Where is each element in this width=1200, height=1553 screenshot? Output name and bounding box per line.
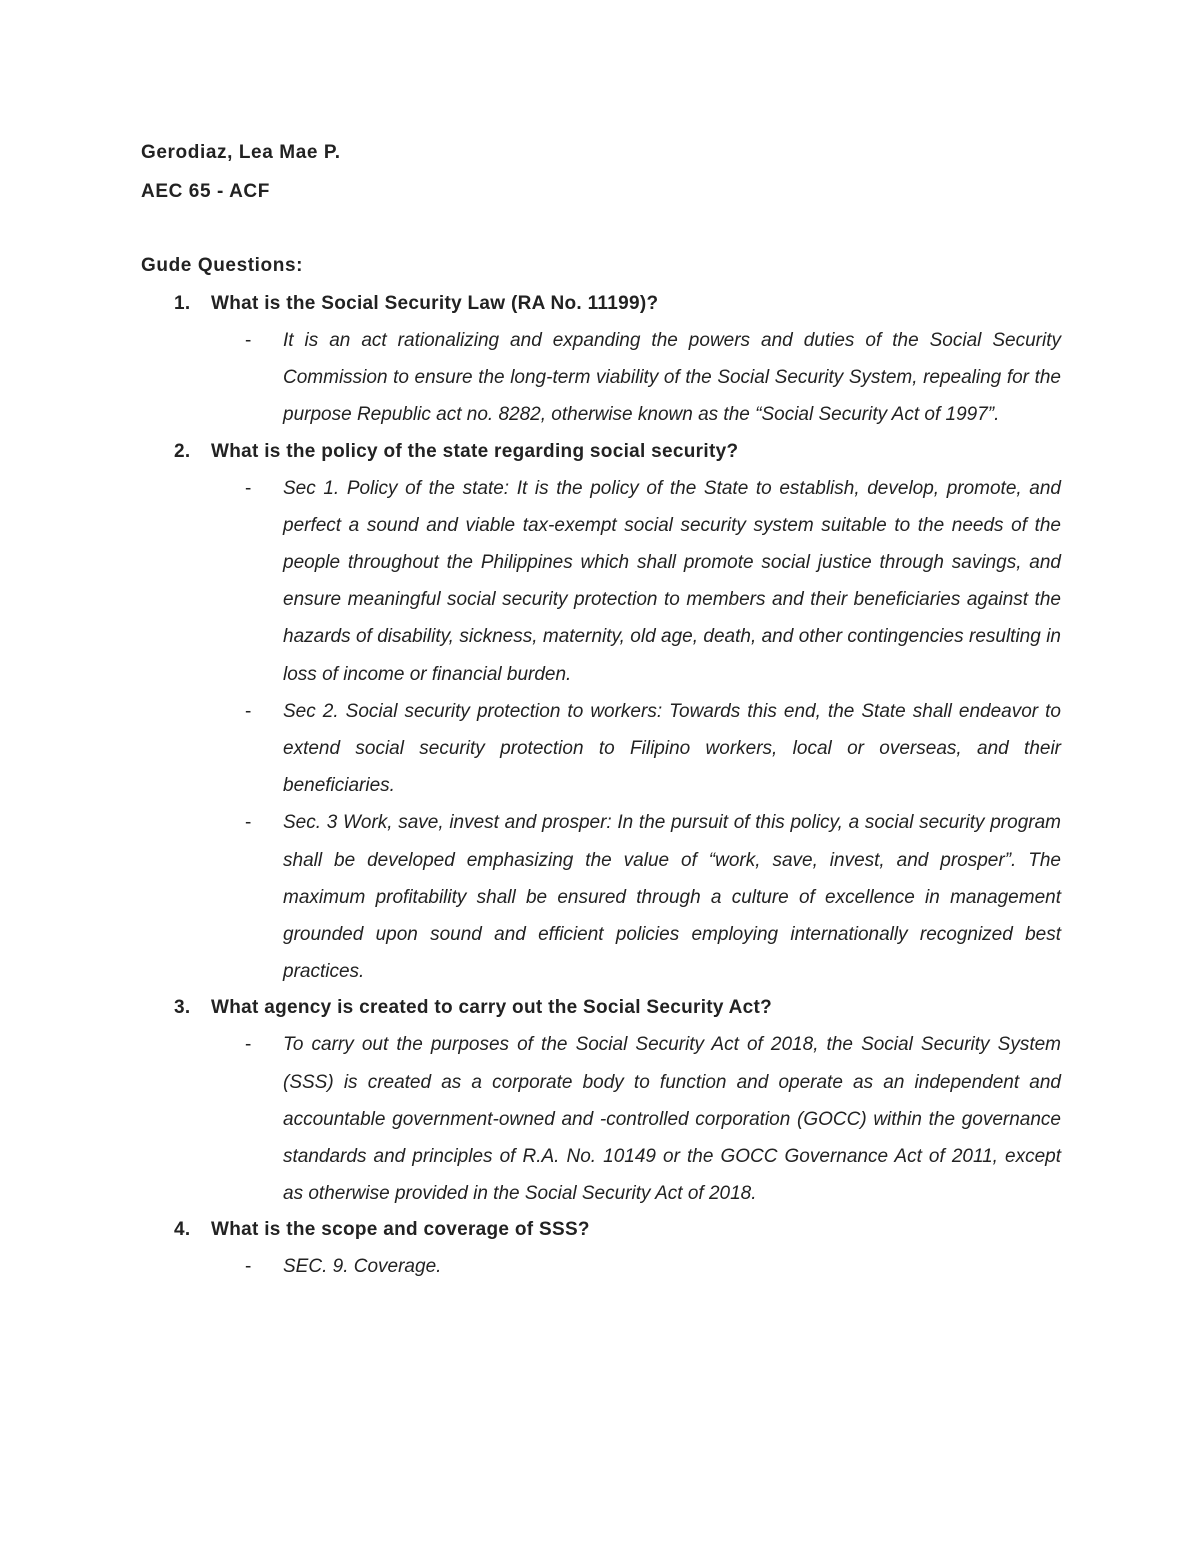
question-number: 3. (174, 997, 191, 1019)
answer-text: Sec 1. Policy of the state: It is the policy of the State to establish, develop, promote, and perfect a sound and viable tax-exempt social security system suitable to the needs of the people throughout the Philippines which shall promote social justice through savings, and ensure meaningful social security protection to members and their beneficiaries against the hazards of disability, sickness, maternity, old age, death, and other contingencies resulting in loss of income or financial burden. (283, 477, 1061, 685)
dash-bullet: - (245, 477, 252, 499)
question-number: 1. (174, 293, 191, 314)
question-2 (141, 434, 1061, 470)
question-4 (141, 1212, 1061, 1248)
answer-2-1 (141, 470, 1061, 693)
question-3 (141, 990, 1061, 1026)
answer-text: To carry out the purposes of the Social Security Act of 2018, the Social Security System (SSS) is created as a corporate body to function and operate as an independent and accountable government-owned and -controlled corporation (GOCC) within the governance standards and principles of R.A. No. 10149 or the GOCC Governance Act of 2011, except as otherwise provided in the Social Security Act of 2018. (283, 1034, 1061, 1205)
student-name: Gerodiaz, Lea Mae P. (141, 142, 341, 163)
answer-text: It is an act rationalizing and expanding the powers and duties of the Social Security Commission to ensure the long-term viability of the Social Security System, repealing for the purpose Republic act no. 8282, otherwise known as the “Social Security Act of 1997”. (283, 330, 1061, 426)
answer-2-3 (141, 804, 1061, 990)
answer-text: Sec 2. Social security protection to workers: Towards this end, the State shall endeavor to extend social security protection to Filipino workers, local or overseas, and their beneficiaries. (283, 700, 1061, 797)
dash-bullet: - (245, 812, 252, 834)
guide-questions-heading: Gude Questions: (141, 255, 304, 276)
answer-4-1 (141, 1248, 1061, 1285)
question-text: What is the scope and coverage of SSS? (211, 1219, 590, 1241)
question-text: What is the policy of the state regarding social security? (211, 440, 739, 462)
dash-bullet: - (245, 1256, 252, 1278)
answer-2-2 (141, 693, 1061, 805)
question-list (141, 286, 1061, 1286)
answer-text: SEC. 9. Coverage. (283, 1256, 442, 1278)
answer-text: Sec. 3 Work, save, invest and prosper: In the pursuit of this policy, a social security program shall be developed emphasizing the value of “work, save, invest, and prosper”. The maximum profitability shall be ensured through a culture of excellence in management grounded upon sound and efficient policies employing internationally recognized best practices. (283, 812, 1061, 983)
answer-3-1 (141, 1026, 1061, 1212)
question-text: What agency is created to carry out the Social Security Act? (211, 997, 773, 1019)
dash-bullet: - (245, 330, 252, 351)
question-text: What is the Social Security Law (RA No. 11199)? (211, 293, 659, 314)
dash-bullet: - (245, 1034, 252, 1056)
question-number: 4. (174, 1219, 191, 1241)
dash-bullet: - (245, 700, 252, 722)
answer-1-1 (141, 322, 1061, 434)
question-number: 2. (174, 440, 191, 462)
course-code: AEC 65 - ACF (141, 181, 270, 202)
question-1 (141, 286, 1061, 322)
